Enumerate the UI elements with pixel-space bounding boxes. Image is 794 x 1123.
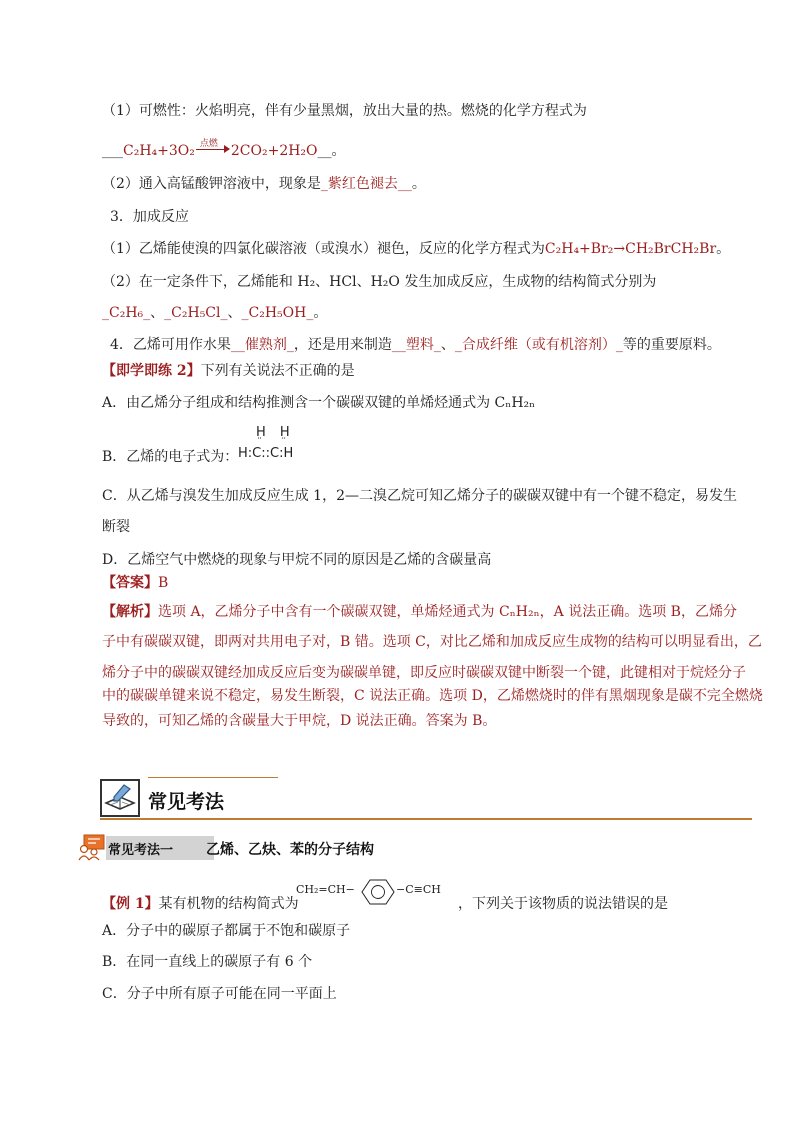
reaction-arrow-icon bbox=[196, 139, 230, 156]
flammability-line: （1）可燃性：火焰明亮，伴有少量黑烟，放出大量的热。燃烧的化学方程式为 bbox=[102, 103, 587, 119]
bromine-text: （1）乙烯能使溴的四氯化碳溶液（或溴水）褪色，反应的化学方程式为 bbox=[102, 241, 545, 257]
example-tag: 【例 1】 bbox=[102, 896, 159, 912]
equation-reactants: C₂H₄+3O₂ bbox=[123, 143, 195, 159]
option-c-line2: 断裂 bbox=[102, 519, 130, 535]
answer-ethanol: _C₂H₅OH_ bbox=[241, 305, 314, 321]
structure-vinyl: CH₂=CH− bbox=[296, 883, 355, 896]
addition-answers-line bbox=[102, 303, 327, 323]
explanation-text1: 选项 A，乙烯分子中含有一个碳碳双键，单烯烃通式为 CₙH₂ₙ，A 说法正确。选项 B，乙烯分 bbox=[158, 604, 737, 620]
electron-main: H:C::C:H bbox=[238, 446, 294, 461]
addition-products-line: （2）在一定条件下，乙烯能和 H₂、HCl、H₂O 发生加成反应，生成物的结构简式分别为 bbox=[102, 274, 657, 290]
answer-tag: 【答案】 bbox=[102, 575, 158, 591]
option-b: B．乙烯的电子式为： bbox=[102, 449, 239, 465]
answer-fiber: _合成纤维（或有机溶剂）_ bbox=[454, 337, 623, 353]
electron-formula bbox=[238, 425, 295, 461]
structural-formula bbox=[296, 872, 456, 912]
practice-question-text: 下列有关说法不正确的是 bbox=[200, 363, 355, 379]
separator: 、 bbox=[227, 305, 242, 321]
answer-chloroethane: _C₂H₅Cl_ bbox=[164, 305, 228, 321]
explanation-line5: 导致的，可知乙烯的含碳量大于甲烷，D 说法正确。答案为 B。 bbox=[102, 713, 497, 729]
example-option-a: A．分子中的碳原子都属于不饱和碳原子 bbox=[102, 923, 351, 939]
line-end: 。 bbox=[313, 305, 328, 321]
teacher-board-icon bbox=[78, 833, 106, 861]
reaction-condition: 点燃 bbox=[199, 139, 218, 149]
book-pen-icon bbox=[100, 779, 140, 817]
separator: 、 bbox=[440, 337, 455, 353]
explanation-line1 bbox=[102, 602, 737, 622]
explanation-line3: 烯分子中的碳碳双键经加成反应后变为碳碳单键，即反应时碳碳双键中断裂一个键，此键相对于烷烃分子 bbox=[102, 665, 746, 681]
bromine-end: 。 bbox=[716, 241, 731, 257]
practice-tag: 【即学即练 2】 bbox=[102, 363, 201, 379]
uses-text-a: 4．乙烯可用作水果 bbox=[110, 337, 231, 353]
option-c-line1: C．从乙烯与溴发生加成反应生成 1，2—二溴乙烷可知乙烯分子的碳碳双键中有一个键不稳定，易发生 bbox=[102, 488, 737, 504]
method-title: 乙烯、乙炔、苯的分子结构 bbox=[206, 842, 374, 858]
benzene-ring-circle bbox=[372, 886, 385, 899]
answer-plastic: __塑料_ bbox=[391, 337, 441, 353]
kmno4-text: （2）通入高锰酸钾溶液中，现象是 bbox=[102, 176, 321, 192]
method-label: 常见考法一 bbox=[108, 843, 174, 858]
uses-line bbox=[110, 335, 721, 355]
structure-ethynyl: −C≡CH bbox=[396, 883, 441, 896]
example-question bbox=[102, 894, 299, 914]
blank-prefix: ___ bbox=[102, 143, 123, 159]
explanation-tag: 【解析】 bbox=[102, 604, 158, 620]
kmno4-line bbox=[102, 174, 426, 194]
explanation-line4: 中的碳碳单键来说不稳定，易发生断裂，C 说法正确。选项 D，乙烯燃烧时的伴有黑烟现象是碳不完全燃烧 bbox=[102, 688, 763, 704]
section-header bbox=[100, 777, 752, 821]
addition-heading: 3．加成反应 bbox=[110, 209, 189, 225]
answer-line bbox=[102, 573, 168, 593]
equation-products: 2CO₂+2H₂O bbox=[230, 143, 318, 159]
answer-value: B bbox=[158, 575, 169, 591]
benzene-ring-icon bbox=[362, 880, 394, 904]
option-d: D．乙烯空气中燃烧的现象与甲烷不同的原因是乙烯的含碳量高 bbox=[102, 552, 492, 568]
example-text-before: 某有机物的结构简式为 bbox=[158, 896, 299, 912]
practice-question bbox=[102, 361, 355, 381]
electron-dots: ¨ ¨ bbox=[257, 437, 295, 448]
example-option-c: C．分子中所有原子可能在同一平面上 bbox=[102, 986, 337, 1002]
kmno4-end: 。 bbox=[411, 176, 426, 192]
explanation-line2: 子中有碳碳双键，即两对共用电子对，B 错。选项 C，对比乙烯和加成反应生成物的结构可以明显看出，乙 bbox=[102, 634, 762, 650]
electron-top-h: H H bbox=[256, 425, 295, 440]
answer-ripener: __催熟剂_ bbox=[230, 337, 294, 353]
example-text-after: ，下列关于该物质的说法错误的是 bbox=[458, 896, 668, 912]
section-title: 常见考法 bbox=[148, 791, 225, 813]
bromine-line bbox=[102, 239, 730, 259]
combustion-equation-line bbox=[102, 141, 346, 161]
uses-text-g: 等的重要原料。 bbox=[622, 337, 721, 353]
bromine-equation: C₂H₄+Br₂→CH₂BrCH₂Br bbox=[544, 241, 717, 257]
separator: 、 bbox=[150, 305, 165, 321]
kmno4-answer: _紫红色褪去__ bbox=[320, 176, 412, 192]
answer-ethane: _C₂H₆_ bbox=[102, 305, 151, 321]
blank-suffix: __。 bbox=[317, 143, 346, 159]
uses-text-c: ，还是用来制造 bbox=[293, 337, 392, 353]
method-header bbox=[78, 833, 418, 861]
option-a: A．由乙烯分子组成和结构推测含一个碳碳双键的单烯烃通式为 CₙH₂ₙ bbox=[102, 395, 536, 411]
example-option-b: B．在同一直线上的碳原子有 6 个 bbox=[102, 954, 313, 970]
